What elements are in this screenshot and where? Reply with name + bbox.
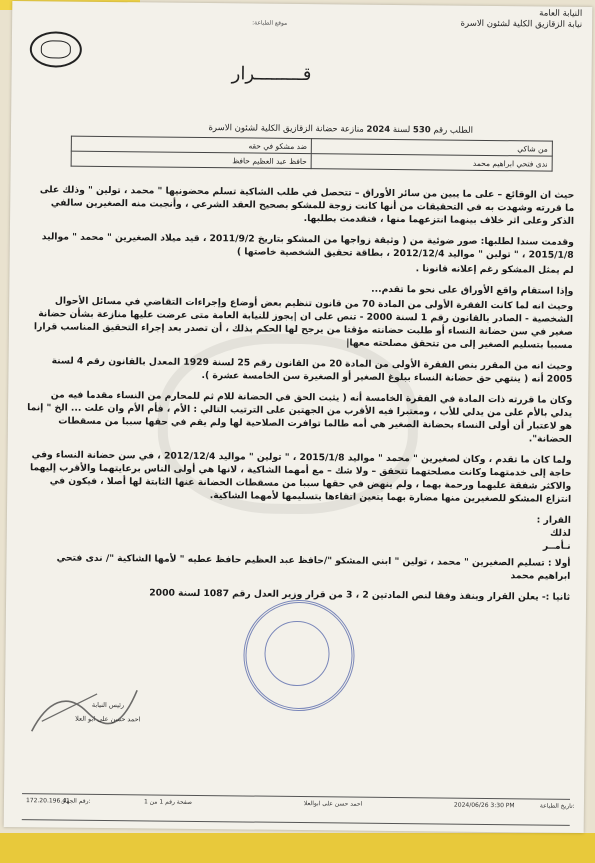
transition-paragraph: وإذا استقام واقع الأوراق على نحو ما تقدم... — [371, 283, 574, 297]
complainant-name: ندى فتحي ابراهيم محمد — [311, 154, 552, 172]
defendant-name: حافظ عبد العظيم حافظ — [71, 151, 311, 169]
footer-page-number: صفحة رقم 1 من 1 — [143, 798, 193, 806]
request-line — [208, 123, 473, 136]
request-year: 2024 — [366, 124, 391, 135]
reasoning-paragraph: ولما كان ما تقدم ، وكان لصغيرين " محمد " مواليد 2015/1/8 ، " تولين " مواليد 2012/12/4 ، في سن حضانة النساء وفي حاجة إلى خدمتهما وكانت مصلحتهما تتحقق – ولا شك – مع أمهما الشاكية ، لانها هي أولى الناس برعايتهما والأقرب إليهما والاكثر شفقة عليهما ورحمة بهما ، ولم ينهض في حقها سببا من مسقطات الحضانة عنها الثابتة لها أصلا ، فيكون في انتزاع المشكو للصغيرين منها مضارة بهما يتعين اتقاءها بتسليمها لأمهما الشاكية. — [29, 449, 572, 505]
background-strip-bottom — [0, 833, 595, 863]
defendant-header: ضد مشكو في حقه — [71, 136, 311, 154]
request-year-label: لسنة — [392, 124, 411, 136]
signature-block — [53, 697, 163, 726]
decision-body — [24, 183, 574, 612]
org-name: النيابة العامة — [539, 8, 583, 19]
absence-paragraph: لم يمثل المشكو رغم إعلانه قانونا . — [415, 263, 574, 276]
decision-label: القرار : — [536, 514, 571, 526]
official-seal-icon — [243, 599, 355, 711]
documents-paragraph: وقدمت سندا لطلبها: صور ضوئية من ( وثيقة زواجها من المشكو بتاريخ 2011/9/2 ، قيد ميلاد الصغيرين " محمد " مواليد 2015/1/8 ، " تولين " مواليد 2012/12/4 ، بطاقة تحقيق الشخصية خاصتها ) — [41, 231, 574, 261]
parties-table — [71, 136, 553, 172]
custody-order-paragraph: وكان ما قررته ذات المادة في الفقرة الخامسة أنه ( يثبت الحق في الحضانة للام ثم للمحارم من النساء مقدما فيه من يدلي بالأم على من يدلي للأب ، ومعتبرا فيه الأقرب من الجهتين على الترتيب التالي : الأم ، فأم الأم وان علت ... الخ " إنما هو لاعتبار أن أولى النساء بحضانة الصغير هي أمه طالما توافرت الصلاحية لها ولم يقم في حقها سببا من مسقطات الحضانة". — [27, 389, 573, 445]
footer-print-date-label: تاريخ الطباعة: — [539, 802, 575, 810]
org-branch: نيابة الزقازيق الكلية لشئون الاسرة — [460, 18, 583, 30]
footer-divider-top — [22, 793, 570, 800]
footer-print-date: 2024/06/26 3:30 PM — [453, 801, 515, 810]
order-second: ثانيا :- يعلن القرار وينفذ وفقا لنص المادتين 2 ، 3 من قرار وزير العدل رقم 1087 لسنة 2000 — [149, 587, 571, 603]
request-number: 530 — [412, 125, 431, 136]
therefore-label: لذلك — [549, 527, 571, 539]
complainant-header: من شاكي — [311, 139, 552, 157]
print-location: موقع الطباعة: — [252, 19, 288, 27]
footer-device-label: رقم الجهاز: — [61, 797, 91, 805]
request-court: الزقازيق الكلية لشئون الاسرة — [208, 123, 313, 135]
request-label: الطلب رقم — [433, 125, 474, 136]
footer-ip: 172.20.196.41 — [25, 797, 70, 805]
signature-title: رئيس النيابة — [91, 700, 125, 710]
order-first: أولا : تسليم الصغيرين " محمد ، تولين " ابني المشكو "/حافظ عبد العظيم حافظ عطيه " لأمها الشاكية "/ ندى فتحي ابراهيم محمد — [56, 552, 571, 582]
we-order-label: نـأمــر — [542, 540, 571, 552]
request-type: منازعة حضانة — [315, 124, 364, 135]
footer-divider-bottom — [22, 819, 570, 826]
law-article-70-paragraph: وحيث انه لما كانت الفقرة الأولى من المادة 70 من قانون تنظيم بعض أوضاع وإجراءات التقاضي في مسائل الأحوال الشخصية - الصادر بالقانون رقم 1 لسنة 2000 - تنص على ان |يجوز للنيابة العامة متى عرضت عليها منازعة بشأن حضانة صغير في سن حضانة النساء أو طلبت حضانته مؤقتا من يرجح لها الحكم بذلك ، أن تصدر بعد إجراء التحقيق المناسب قرارا مسببا بتسليم الصغير إلى من تتحقق مصلحته معها| — [33, 295, 574, 351]
footer-printed-by: احمد حسن على ابوالعلا — [303, 800, 363, 808]
prosecution-logo-icon — [30, 31, 82, 68]
facts-paragraph: حيث ان الوقائع – على ما يبين من سائر الأوراق – تتحصل في طلب الشاكية تسلم محضونيها " محمد ، تولين " وذلك على ما قررته وشهدت به في التحقيقات من أنها كانت زوجة للمشكو بصحيح العقد الشرعي ، وأنجبت منه الصغيرين سالفي الذكر وعلى اثر خلاف بينهما انتزعهما منها ، فنقدمت بطلبها. — [39, 184, 575, 227]
law-article-20-paragraph: وحيث انه من المقرر بنص الفقرة الأولى من المادة 20 من القانون رقم 25 لسنة 1929 المعدل بالقانون رقم 4 لسنة 2005 أنه ( ينتهي حق حضانة النساء ببلوغ الصغير أو الصغيرة سن الخامسة عشرة ). — [51, 355, 573, 385]
document-page — [4, 1, 593, 833]
page-title: قـــــــــرار — [231, 63, 312, 86]
org-header — [461, 8, 583, 31]
signature-name: احمد حسن على ابو العلا — [75, 714, 141, 724]
